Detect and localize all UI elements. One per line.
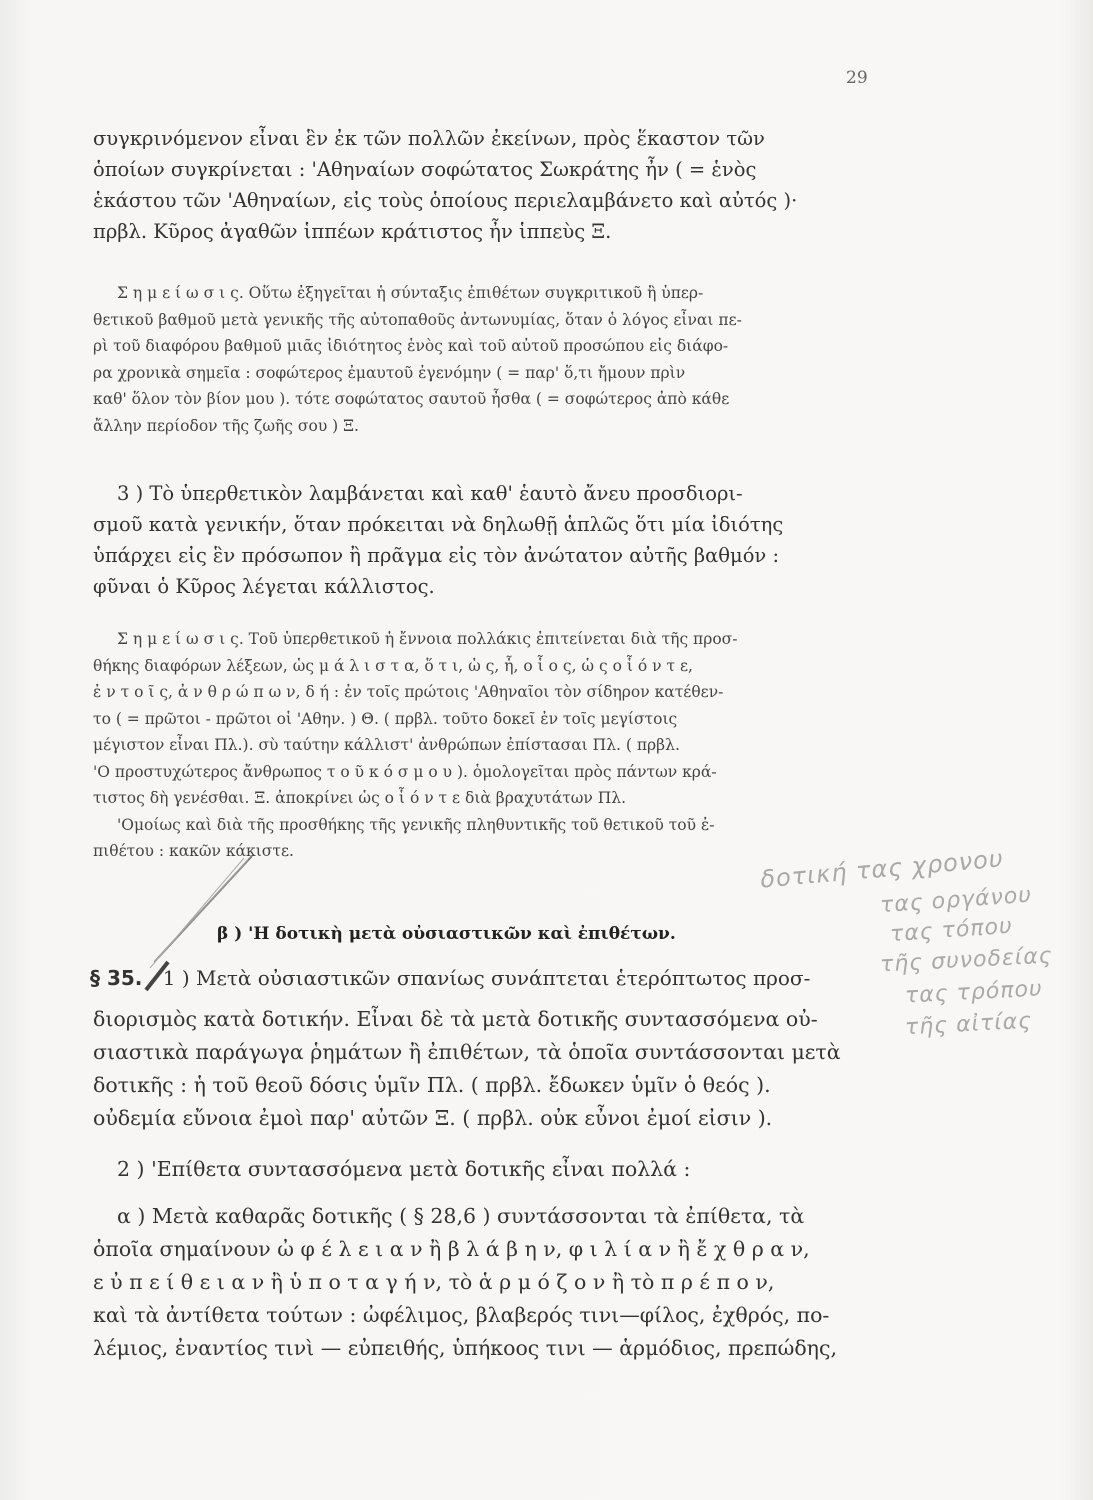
text-line: 2 ) 'Επίθετα συντασσόμενα μετὰ δοτικῆς εἶναι πολλά :	[117, 1157, 691, 1181]
text-line: ἐ ν τ ο ῖ ς, ἀ ν θ ρ ώ π ω ν, δ ή : ἐν τοῖς πρώτοις 'Αθηναῖοι τὸν σίδηρον κατέθεν-	[93, 683, 724, 701]
text-line: τιστος δὴ γενέσθαι. Ξ. ἀποκρίνει ὡς ο ἷ ό ν τ ε διὰ βραχυτάτων Πλ.	[93, 789, 627, 807]
handwritten-note: τας τόπου	[889, 913, 1014, 948]
text-line: καθ' ὅλον τὸν βίον μου ). τότε σοφώτατος σαυτοῦ ἦσθα ( = σοφώτερος ἀπὸ κάθε	[93, 390, 730, 408]
paragraph-adjectives	[93, 1153, 893, 1186]
text-line: θήκης διαφόρων λέξεων, ὡς μ ά λ ι σ τ α, ὅ τ ι, ὡ ς, ἧ, ο ἷ ο ς, ὡ ς ο ἷ ό ν τ ε,	[93, 656, 693, 675]
handwritten-note: τῆς αἰτίας	[904, 1008, 1033, 1041]
handwritten-note: τας οργάνου	[879, 882, 1033, 919]
text-line: ὑπάρχει εἰς ἓν πρόσωπον ἢ πρᾶγμα εἰς τὸν ἀνώτατον αὐτῆς βαθμόν :	[93, 544, 780, 567]
text-line: σιαστικὰ παράγωγα ῥημάτων ἢ ἐπιθέτων, τὰ ὁποῖα συντάσσονται μετὰ	[93, 1040, 841, 1064]
text-line: καὶ τὰ ἀντίθετα τούτων : ὠφέλιμος, βλαβερός τινι—φίλος, ἐχθρός, πο-	[93, 1303, 830, 1327]
handwritten-note: δοτική τας χρονου	[759, 844, 1005, 894]
text-line: ε ὐ π ε ί θ ε ι α ν ἢ ὑ π ο τ α γ ή ν, τὸ ἁ ρ μ ό ζ ο ν ἢ τὸ π ρ έ π ο ν,	[93, 1270, 775, 1294]
text-line: ρα χρονικὰ σημεῖα : σοφώτερος ἐμαυτοῦ ἐγενόμην ( = παρ' ὅ,τι ἤμουν πρὶν	[93, 363, 686, 382]
text-line: ρὶ τοῦ διαφόρου βαθμοῦ μιᾶς ἰδιότητος ἑνὸς καὶ τοῦ αὐτοῦ προσώπου εἰς διάφο-	[93, 337, 729, 355]
text-line: πιθέτου : κακῶν κάκιστε.	[93, 842, 294, 860]
text-line: 'Ομοίως καὶ διὰ τῆς προσθήκης τῆς γενικῆς πληθυντικῆς τοῦ θετικοῦ τοῦ ἐ-	[117, 815, 715, 834]
text-line: α ) Μετὰ καθαρᾶς δοτικῆς ( § 28,6 ) συντάσσονται τὰ ἐπίθετα, τὰ	[117, 1204, 805, 1228]
section-35-first-line	[90, 966, 810, 990]
handwritten-note: τας τρόπου	[904, 976, 1044, 1009]
paragraph-section-35	[93, 1003, 893, 1135]
text-line: λέμιος, ἐναντίος τινὶ — εὐπειθής, ὑπήκοος τινι — ἁρμόδιος, πρεπώδης,	[93, 1336, 837, 1360]
section-heading: β ) 'Η δοτικὴ μετὰ οὐσιαστικῶν καὶ ἐπιθέτων.	[217, 924, 676, 944]
note-intensifiers	[93, 626, 893, 865]
text-line: δοτικῆς : ἡ τοῦ θεοῦ δόσις ὑμῖν Πλ. ( πρβλ. ἔδωκεν ὑμῖν ὁ θεός ).	[93, 1073, 771, 1097]
text-line: συγκρινόμενον εἶναι ἓν ἐκ τῶν πολλῶν ἐκείνων, πρὸς ἕκαστον τῶν	[93, 127, 765, 150]
text-line: 'Ο προστυχώτερος ἄνθρωπος τ ο ῦ κ ό σ μ ο υ ). ὁμολογεῖται πρὸς πάντων κρά-	[93, 762, 717, 781]
paragraph-comparison	[93, 123, 893, 247]
text-line: διορισμὸς κατὰ δοτικήν. Εἶναι δὲ τὰ μετὰ δοτικῆς συντασσόμενα οὐ-	[93, 1007, 818, 1031]
text-line: οὐδεμία εὔνοια ἐμοὶ παρ' αὐτῶν Ξ. ( πρβλ. οὐκ εὖνοι ἐμοί εἰσιν ).	[93, 1106, 773, 1130]
text-line: ὁποῖα σημαίνουν ὠ φ έ λ ε ι α ν ἢ β λ ά β η ν, φ ι λ ί α ν ἢ ἔ χ θ ρ α ν,	[93, 1237, 810, 1261]
paragraph-superlative-absolute	[93, 478, 893, 602]
text-line: Σ η μ ε ί ω σ ι ς. Τοῦ ὑπερθετικοῦ ἡ ἔννοια πολλάκις ἐπιτείνεται διὰ τῆς προσ-	[117, 630, 738, 648]
page-number: 29	[846, 68, 868, 88]
text-line: θετικοῦ βαθμοῦ μετὰ γενικῆς τῆς αὐτοπαθοῦς ἀντωνυμίας, ὅταν ὁ λόγος εἶναι πε-	[93, 310, 742, 329]
text-line: ἄλλην περίοδον τῆς ζωῆς σου ) Ξ.	[93, 416, 359, 435]
paragraph-pure-dative	[93, 1200, 893, 1365]
text-line: ἑκάστου τῶν 'Αθηναίων, εἰς τοὺς ὁποίους περιελαμβάνετο καὶ αὐτός )·	[93, 189, 798, 212]
note-reflexive	[93, 280, 893, 439]
text-line: το ( = πρῶτοι - πρῶτοι οἱ 'Αθην. ) Θ. ( πρβλ. τοῦτο δοκεῖ ἐν τοῖς μεγίστοις	[93, 709, 678, 728]
text-line: σμοῦ κατὰ γενικήν, ὅταν πρόκειται νὰ δηλωθῇ ἁπλῶς ὅτι μία ἰδιότης	[93, 513, 784, 536]
text-line: 3 ) Τὸ ὑπερθετικὸν λαμβάνεται καὶ καθ' ἑαυτὸ ἄνευ προσδιορι-	[117, 482, 743, 505]
text-line: Σ η μ ε ί ω σ ι ς. Οὕτω ἐξηγεῖται ἡ σύνταξις ἐπιθέτων συγκριτικοῦ ἢ ὑπερ-	[117, 284, 704, 302]
handwritten-note: τῆς συνοδείας	[879, 943, 1054, 978]
section-mark: § 35.	[90, 966, 143, 990]
text-line: φῦναι ὁ Κῦρος λέγεται κάλλιστος.	[93, 575, 435, 598]
text-line: ὁποίων συγκρίνεται : 'Αθηναίων σοφώτατος Σωκράτης ἦν ( = ἑνὸς	[93, 158, 757, 181]
text-line: μέγιστον εἶναι Πλ.). σὺ ταύτην κάλλιστ' ἀνθρώπων ἐπίστασαι Πλ. ( πρβλ.	[93, 736, 680, 754]
text-line: 1 ) Μετὰ οὐσιαστικῶν σπανίως συνάπτεται ἑτερόπτωτος προσ-	[162, 966, 811, 990]
text-line: πρβλ. Κῦρος ἀγαθῶν ἱππέων κράτιστος ἦν ἱππεὺς Ξ.	[93, 220, 612, 243]
